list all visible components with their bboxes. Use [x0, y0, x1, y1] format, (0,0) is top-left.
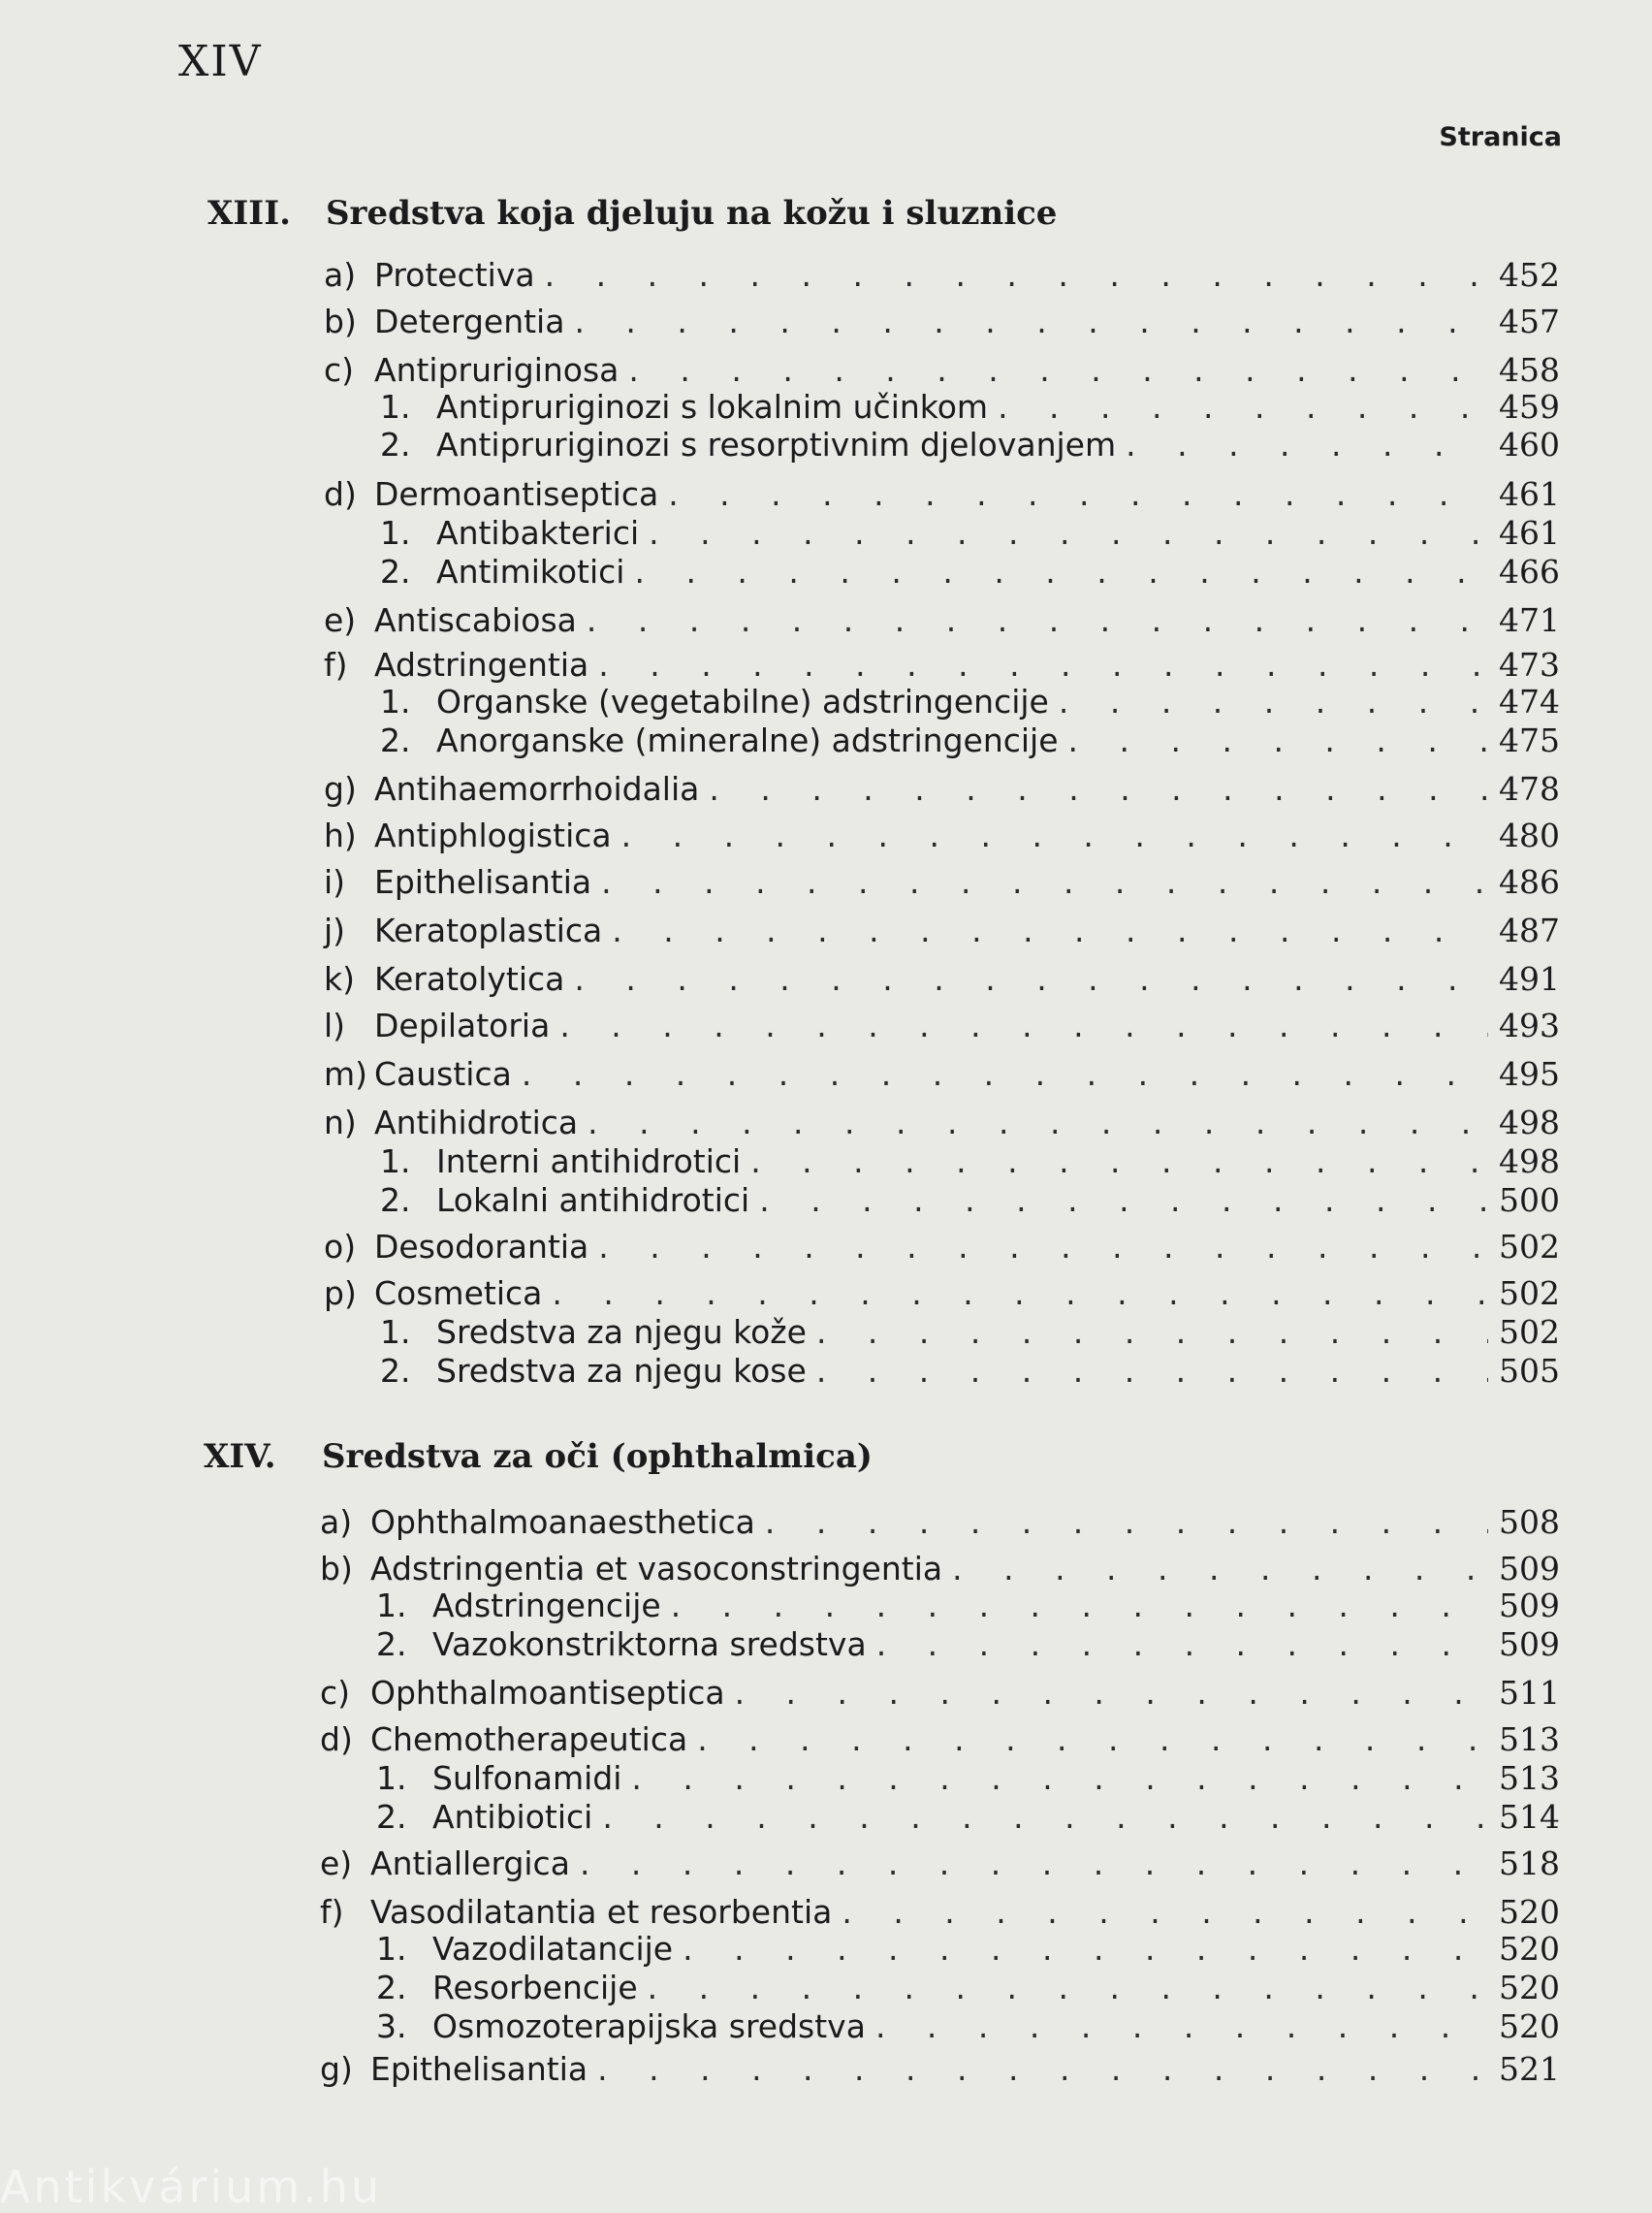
toc-entry: [320, 1844, 1560, 1883]
section-title: Sredstva koja djeluju na kožu i sluznice: [326, 194, 1058, 233]
entry-label: Antibiotici: [432, 1798, 593, 1836]
entry-page: 520: [1499, 1893, 1560, 1931]
entry-marker: l): [324, 1007, 346, 1044]
dot-leader: [602, 1798, 1488, 1836]
entry-marker: 1.: [376, 1587, 407, 1624]
toc-entry: [320, 2050, 1560, 2089]
toc-entry: [324, 475, 1560, 514]
toc-entry: [324, 256, 1560, 295]
toc-entry: [324, 1007, 1560, 1045]
dot-leader: [574, 303, 1488, 340]
entry-label: Protectiva: [374, 256, 535, 294]
entry-label: Vazodilatancije: [432, 1930, 674, 1968]
entry-page: 478: [1499, 770, 1560, 808]
entry-label: Keratolytica: [374, 960, 565, 998]
entry-marker: k): [324, 960, 355, 998]
entry-page: 520: [1499, 2007, 1560, 2045]
entry-page: 459: [1499, 388, 1560, 426]
entry-page: 509: [1499, 1550, 1560, 1588]
entry-marker: m): [324, 1055, 368, 1093]
watermark: Antikvárium.hu: [0, 2161, 383, 2213]
dot-leader: [628, 351, 1488, 389]
entry-marker: 1.: [376, 1759, 407, 1797]
section-heading: [204, 1437, 873, 1476]
toc-entry: [324, 863, 1560, 902]
entry-marker: 1.: [380, 388, 411, 426]
dot-leader: [952, 1550, 1488, 1588]
entry-page: 514: [1499, 1798, 1560, 1836]
entry-marker: i): [324, 863, 346, 901]
entry-marker: h): [324, 817, 357, 854]
section-number: XIV.: [204, 1437, 276, 1476]
toc-entry: [320, 1720, 1560, 1759]
dot-leader: [631, 1759, 1488, 1797]
entry-page: 509: [1499, 1625, 1560, 1663]
entry-marker: g): [324, 770, 357, 808]
entry-label: Antiallergica: [370, 1844, 570, 1882]
entry-label: Epithelisantia: [370, 2050, 588, 2088]
toc-entry: [324, 960, 1560, 999]
entry-marker: b): [320, 1550, 353, 1588]
entry-marker: f): [320, 1893, 344, 1931]
dot-leader: [559, 1007, 1488, 1044]
entry-label: Adstringentia: [374, 646, 589, 684]
toc-subentry: [380, 514, 1560, 553]
entry-label: Detergentia: [374, 303, 565, 340]
entry-marker: a): [320, 1503, 353, 1541]
dot-leader: [598, 646, 1488, 684]
entry-label: Depilatoria: [374, 1007, 551, 1044]
entry-label: Dermoantiseptica: [374, 475, 659, 513]
dot-leader: [759, 1181, 1488, 1219]
dot-leader: [649, 514, 1488, 552]
entry-marker: 2.: [376, 1798, 407, 1836]
dot-leader: [574, 960, 1488, 998]
toc-entry: [324, 817, 1560, 855]
entry-page: 495: [1499, 1055, 1560, 1093]
toc-subentry: [380, 683, 1560, 722]
entry-label: Organske (vegetabilne) adstringencije: [436, 683, 1049, 721]
dot-leader: [1059, 683, 1488, 721]
entry-label: Antiphlogistica: [374, 817, 612, 854]
entry-page: 466: [1499, 553, 1560, 591]
entry-page: 513: [1499, 1720, 1560, 1758]
entry-marker: o): [324, 1228, 357, 1266]
entry-page: 471: [1499, 601, 1560, 639]
entry-marker: g): [320, 2050, 353, 2088]
entry-page: 502: [1499, 1228, 1560, 1266]
entry-page: 491: [1499, 960, 1560, 998]
dot-leader: [668, 475, 1488, 513]
section-number: XIII.: [207, 194, 291, 233]
entry-page: 486: [1499, 863, 1560, 901]
entry-page: 511: [1499, 1674, 1560, 1712]
entry-marker: f): [324, 646, 348, 684]
dot-leader: [1068, 722, 1488, 759]
section-heading: [207, 194, 1057, 233]
toc-entry: [320, 1503, 1560, 1542]
dot-leader: [601, 863, 1488, 901]
toc-subentry: [380, 388, 1560, 427]
entry-label: Anorganske (mineralne) adstringencije: [436, 722, 1059, 759]
entry-label: Sulfonamidi: [432, 1759, 622, 1797]
dot-leader: [876, 1625, 1488, 1663]
toc-subentry: [380, 1181, 1560, 1220]
dot-leader: [587, 601, 1488, 639]
entry-marker: d): [324, 475, 357, 513]
entry-label: Resorbencije: [432, 1969, 638, 2006]
entry-page: 452: [1499, 256, 1560, 294]
dot-leader: [735, 1674, 1488, 1712]
toc-entry: [320, 1893, 1560, 1932]
entry-label: Antihidrotica: [374, 1104, 579, 1141]
toc-subentry: [380, 722, 1560, 760]
dot-leader: [750, 1142, 1488, 1180]
dot-leader: [634, 553, 1488, 591]
dot-leader: [597, 2050, 1488, 2088]
entry-marker: 1.: [380, 1313, 411, 1351]
entry-page: 498: [1499, 1104, 1560, 1141]
entry-marker: 1.: [380, 683, 411, 721]
dot-leader: [816, 1352, 1488, 1390]
entry-page: 502: [1499, 1274, 1560, 1312]
entry-page: 474: [1499, 683, 1560, 721]
entry-label: Desodorantia: [374, 1228, 589, 1266]
dot-leader: [709, 770, 1488, 808]
entry-page: 513: [1499, 1759, 1560, 1797]
entry-page: 461: [1499, 475, 1560, 513]
entry-marker: c): [320, 1674, 351, 1712]
entry-label: Ophthalmoantiseptica: [370, 1674, 725, 1712]
entry-label: Vazokonstriktorna sredstva: [432, 1625, 867, 1663]
entry-marker: 2.: [380, 426, 411, 464]
toc-subentry: [376, 1759, 1560, 1798]
toc-subentry: [376, 1930, 1560, 1969]
entry-label: Osmozoterapijska sredstva: [432, 2007, 866, 2045]
dot-leader: [648, 1969, 1488, 2006]
toc-entry: [324, 912, 1560, 950]
dot-leader: [816, 1313, 1488, 1351]
entry-page: 502: [1499, 1313, 1560, 1351]
toc-entry: [320, 1550, 1560, 1588]
dot-leader: [671, 1587, 1488, 1624]
entry-page: 480: [1499, 817, 1560, 854]
toc-entry: [324, 1228, 1560, 1267]
dot-leader: [545, 256, 1488, 294]
dot-leader: [1126, 426, 1488, 464]
dot-leader: [598, 1228, 1488, 1266]
entry-marker: 2.: [380, 1352, 411, 1390]
toc-subentry: [376, 2007, 1560, 2046]
entry-page: 500: [1499, 1181, 1560, 1219]
entry-page: 505: [1499, 1352, 1560, 1390]
entry-marker: 2.: [376, 1969, 407, 2006]
entry-label: Sredstva za njegu kose: [436, 1352, 807, 1390]
dot-leader: [683, 1930, 1488, 1968]
entry-page: 487: [1499, 912, 1560, 949]
toc-subentry: [380, 1352, 1560, 1391]
entry-label: Antiscabiosa: [374, 601, 577, 639]
dot-leader: [612, 912, 1488, 949]
toc-entry: [324, 1274, 1560, 1313]
toc-entry: [324, 351, 1560, 390]
toc-entry: [324, 646, 1560, 685]
entry-marker: 1.: [376, 1930, 407, 1968]
entry-page: 521: [1499, 2050, 1560, 2088]
dot-leader: [588, 1104, 1488, 1141]
toc-subentry: [376, 1969, 1560, 2007]
toc-subentry: [380, 553, 1560, 592]
entry-label: Chemotherapeutica: [370, 1720, 688, 1758]
entry-label: Adstringencije: [432, 1587, 661, 1624]
toc-subentry: [376, 1587, 1560, 1625]
entry-marker: 1.: [380, 514, 411, 552]
entry-page: 475: [1499, 722, 1560, 759]
page-number: XIV: [178, 37, 263, 86]
entry-label: Antipruriginosa: [374, 351, 620, 389]
entry-marker: 3.: [376, 2007, 407, 2045]
entry-page: 458: [1499, 351, 1560, 389]
toc-subentry: [376, 1625, 1560, 1664]
entry-label: Interni antihidrotici: [436, 1142, 742, 1180]
entry-label: Caustica: [374, 1055, 512, 1093]
toc-entry: [324, 1104, 1560, 1142]
entry-marker: j): [324, 912, 346, 949]
entry-label: Antihaemorrhoidalia: [374, 770, 700, 808]
entry-page: 498: [1499, 1142, 1560, 1180]
dot-leader: [998, 388, 1488, 426]
entry-page: 461: [1499, 514, 1560, 552]
entry-label: Antimikotici: [436, 553, 625, 591]
toc-entry: [324, 1055, 1560, 1094]
toc-subentry: [380, 1142, 1560, 1181]
entry-label: Ophthalmoanaesthetica: [370, 1503, 755, 1541]
entry-label: Sredstva za njegu kože: [436, 1313, 807, 1351]
dot-leader: [842, 1893, 1488, 1931]
entry-label: Keratoplastica: [374, 912, 603, 949]
entry-page: 473: [1499, 646, 1560, 684]
entry-page: 460: [1499, 426, 1560, 464]
entry-page: 457: [1499, 303, 1560, 340]
entry-label: Adstringentia et vasoconstringentia: [370, 1550, 943, 1588]
entry-label: Antibakterici: [436, 514, 640, 552]
dot-leader: [580, 1844, 1488, 1882]
entry-marker: a): [324, 256, 357, 294]
dot-leader: [697, 1720, 1488, 1758]
entry-marker: e): [324, 601, 357, 639]
entry-label: Cosmetica: [374, 1274, 543, 1312]
entry-marker: b): [324, 303, 357, 340]
entry-marker: d): [320, 1720, 353, 1758]
entry-marker: 2.: [380, 1181, 411, 1219]
toc-entry: [320, 1674, 1560, 1713]
entry-marker: p): [324, 1274, 357, 1312]
page-column-label: Stranica: [1439, 122, 1562, 152]
entry-page: 520: [1499, 1930, 1560, 1968]
entry-marker: c): [324, 351, 355, 389]
entry-label: Epithelisantia: [374, 863, 592, 901]
toc-subentry: [380, 1313, 1560, 1352]
entry-page: 508: [1499, 1503, 1560, 1541]
dot-leader: [522, 1055, 1488, 1093]
entry-marker: 2.: [376, 1625, 407, 1663]
entry-label: Antipruriginozi s resorptivnim djelovanjem: [436, 426, 1117, 464]
entry-marker: n): [324, 1104, 357, 1141]
dot-leader: [875, 2007, 1488, 2045]
entry-marker: 1.: [380, 1142, 411, 1180]
dot-leader: [552, 1274, 1488, 1312]
toc-entry: [324, 770, 1560, 809]
entry-page: 518: [1499, 1844, 1560, 1882]
toc-entry: [324, 303, 1560, 341]
entry-label: Vasodilatantia et resorbentia: [370, 1893, 833, 1931]
section-title: Sredstva za oči (ophthalmica): [322, 1437, 873, 1476]
entry-marker: 2.: [380, 722, 411, 759]
entry-label: Lokalni antihidrotici: [436, 1181, 750, 1219]
entry-marker: 2.: [380, 553, 411, 591]
dot-leader: [621, 817, 1488, 854]
toc-entry: [324, 601, 1560, 640]
toc-subentry: [380, 426, 1560, 465]
entry-label: Antipruriginozi s lokalnim učinkom: [436, 388, 989, 426]
toc-subentry: [376, 1798, 1560, 1837]
dot-leader: [765, 1503, 1488, 1541]
entry-marker: e): [320, 1844, 353, 1882]
entry-page: 493: [1499, 1007, 1560, 1044]
entry-page: 509: [1499, 1587, 1560, 1624]
entry-page: 520: [1499, 1969, 1560, 2006]
